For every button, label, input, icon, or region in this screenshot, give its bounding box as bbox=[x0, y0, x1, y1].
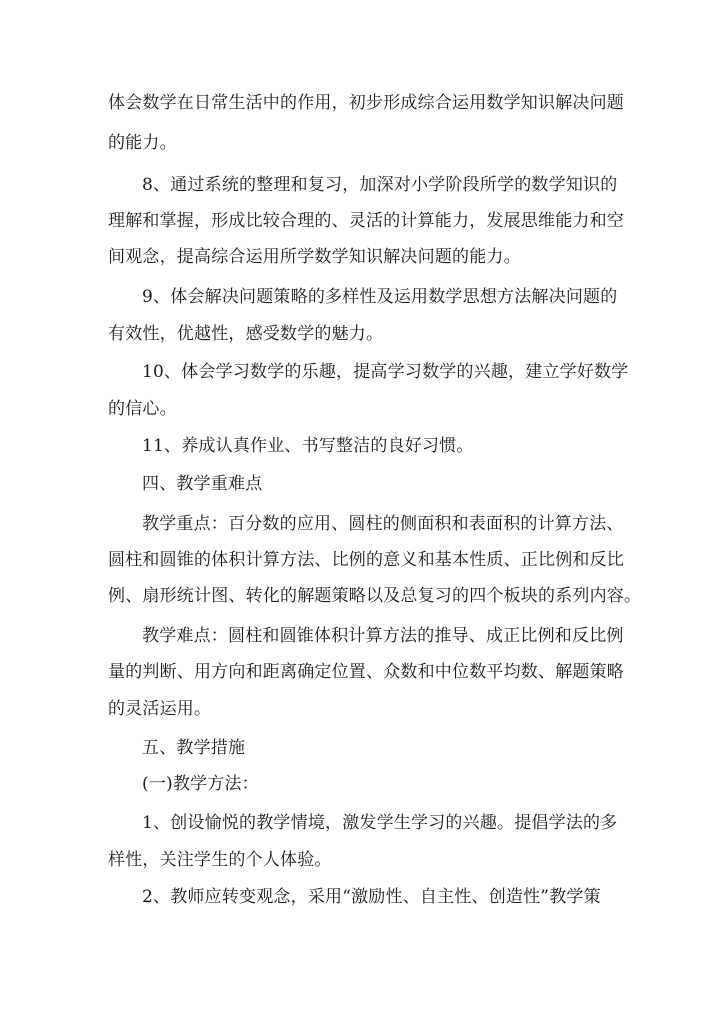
text-line: 样性，关注学生的个人体验。 bbox=[108, 850, 332, 870]
key-points-start: 教学重点：百分数的应用、圆柱的侧面积和表面积的计算方法、 bbox=[142, 514, 624, 534]
method-2-start: 2、教师应转变观念，采用“激励性、自主性、创造性”教学策 bbox=[142, 887, 601, 907]
text-line: 有效性，优越性，感受数学的魅力。 bbox=[108, 324, 384, 344]
text-line: 的能力。 bbox=[108, 133, 177, 153]
paragraph-11: 11、养成认真作业、书写整洁的良好习惯。 bbox=[142, 436, 474, 456]
text-line: 例、扇形统计图、转化的解题策略以及总复习的四个板块的系列内容。 bbox=[108, 586, 642, 606]
section-heading-4: 四、教学重难点 bbox=[142, 474, 263, 494]
text-line: 的灵活运用。 bbox=[108, 699, 212, 719]
text-line: 的信心。 bbox=[108, 399, 177, 419]
method-1-start: 1、创设愉悦的教学情境，激发学生学习的兴趣。提倡学法的多 bbox=[142, 813, 618, 833]
text-line: 圆柱和圆锥的体积计算方法、比例的意义和基本性质、正比例和反比 bbox=[108, 550, 624, 570]
paragraph-9-start: 9、体会解决问题策略的多样性及运用数学思想方法解决问题的 bbox=[142, 287, 618, 307]
paragraph-10-start: 10、体会学习数学的乐趣，提高学习数学的兴趣，建立学好数学 bbox=[142, 362, 629, 382]
text-line: 量的判断、用方向和距离确定位置、众数和中位数平均数、解题策略 bbox=[108, 662, 624, 682]
difficult-points-start: 教学难点：圆柱和圆锥体积计算方法的推导、成正比例和反比例 bbox=[142, 626, 624, 646]
text-line: 体会数学在日常生活中的作用，初步形成综合运用数学知识解决问题 bbox=[108, 93, 624, 113]
paragraph-8-start: 8、通过系统的整理和复习，加深对小学阶段所学的数学知识的 bbox=[142, 175, 618, 195]
section-heading-5: 五、教学措施 bbox=[142, 738, 246, 758]
text-line: 间观念，提高综合运用所学数学知识解决问题的能力。 bbox=[108, 247, 521, 267]
subsection-heading: (一)教学方法： bbox=[142, 774, 259, 794]
text-line: 理解和掌握，形成比较合理的、灵活的计算能力，发展思维能力和空 bbox=[108, 211, 624, 231]
